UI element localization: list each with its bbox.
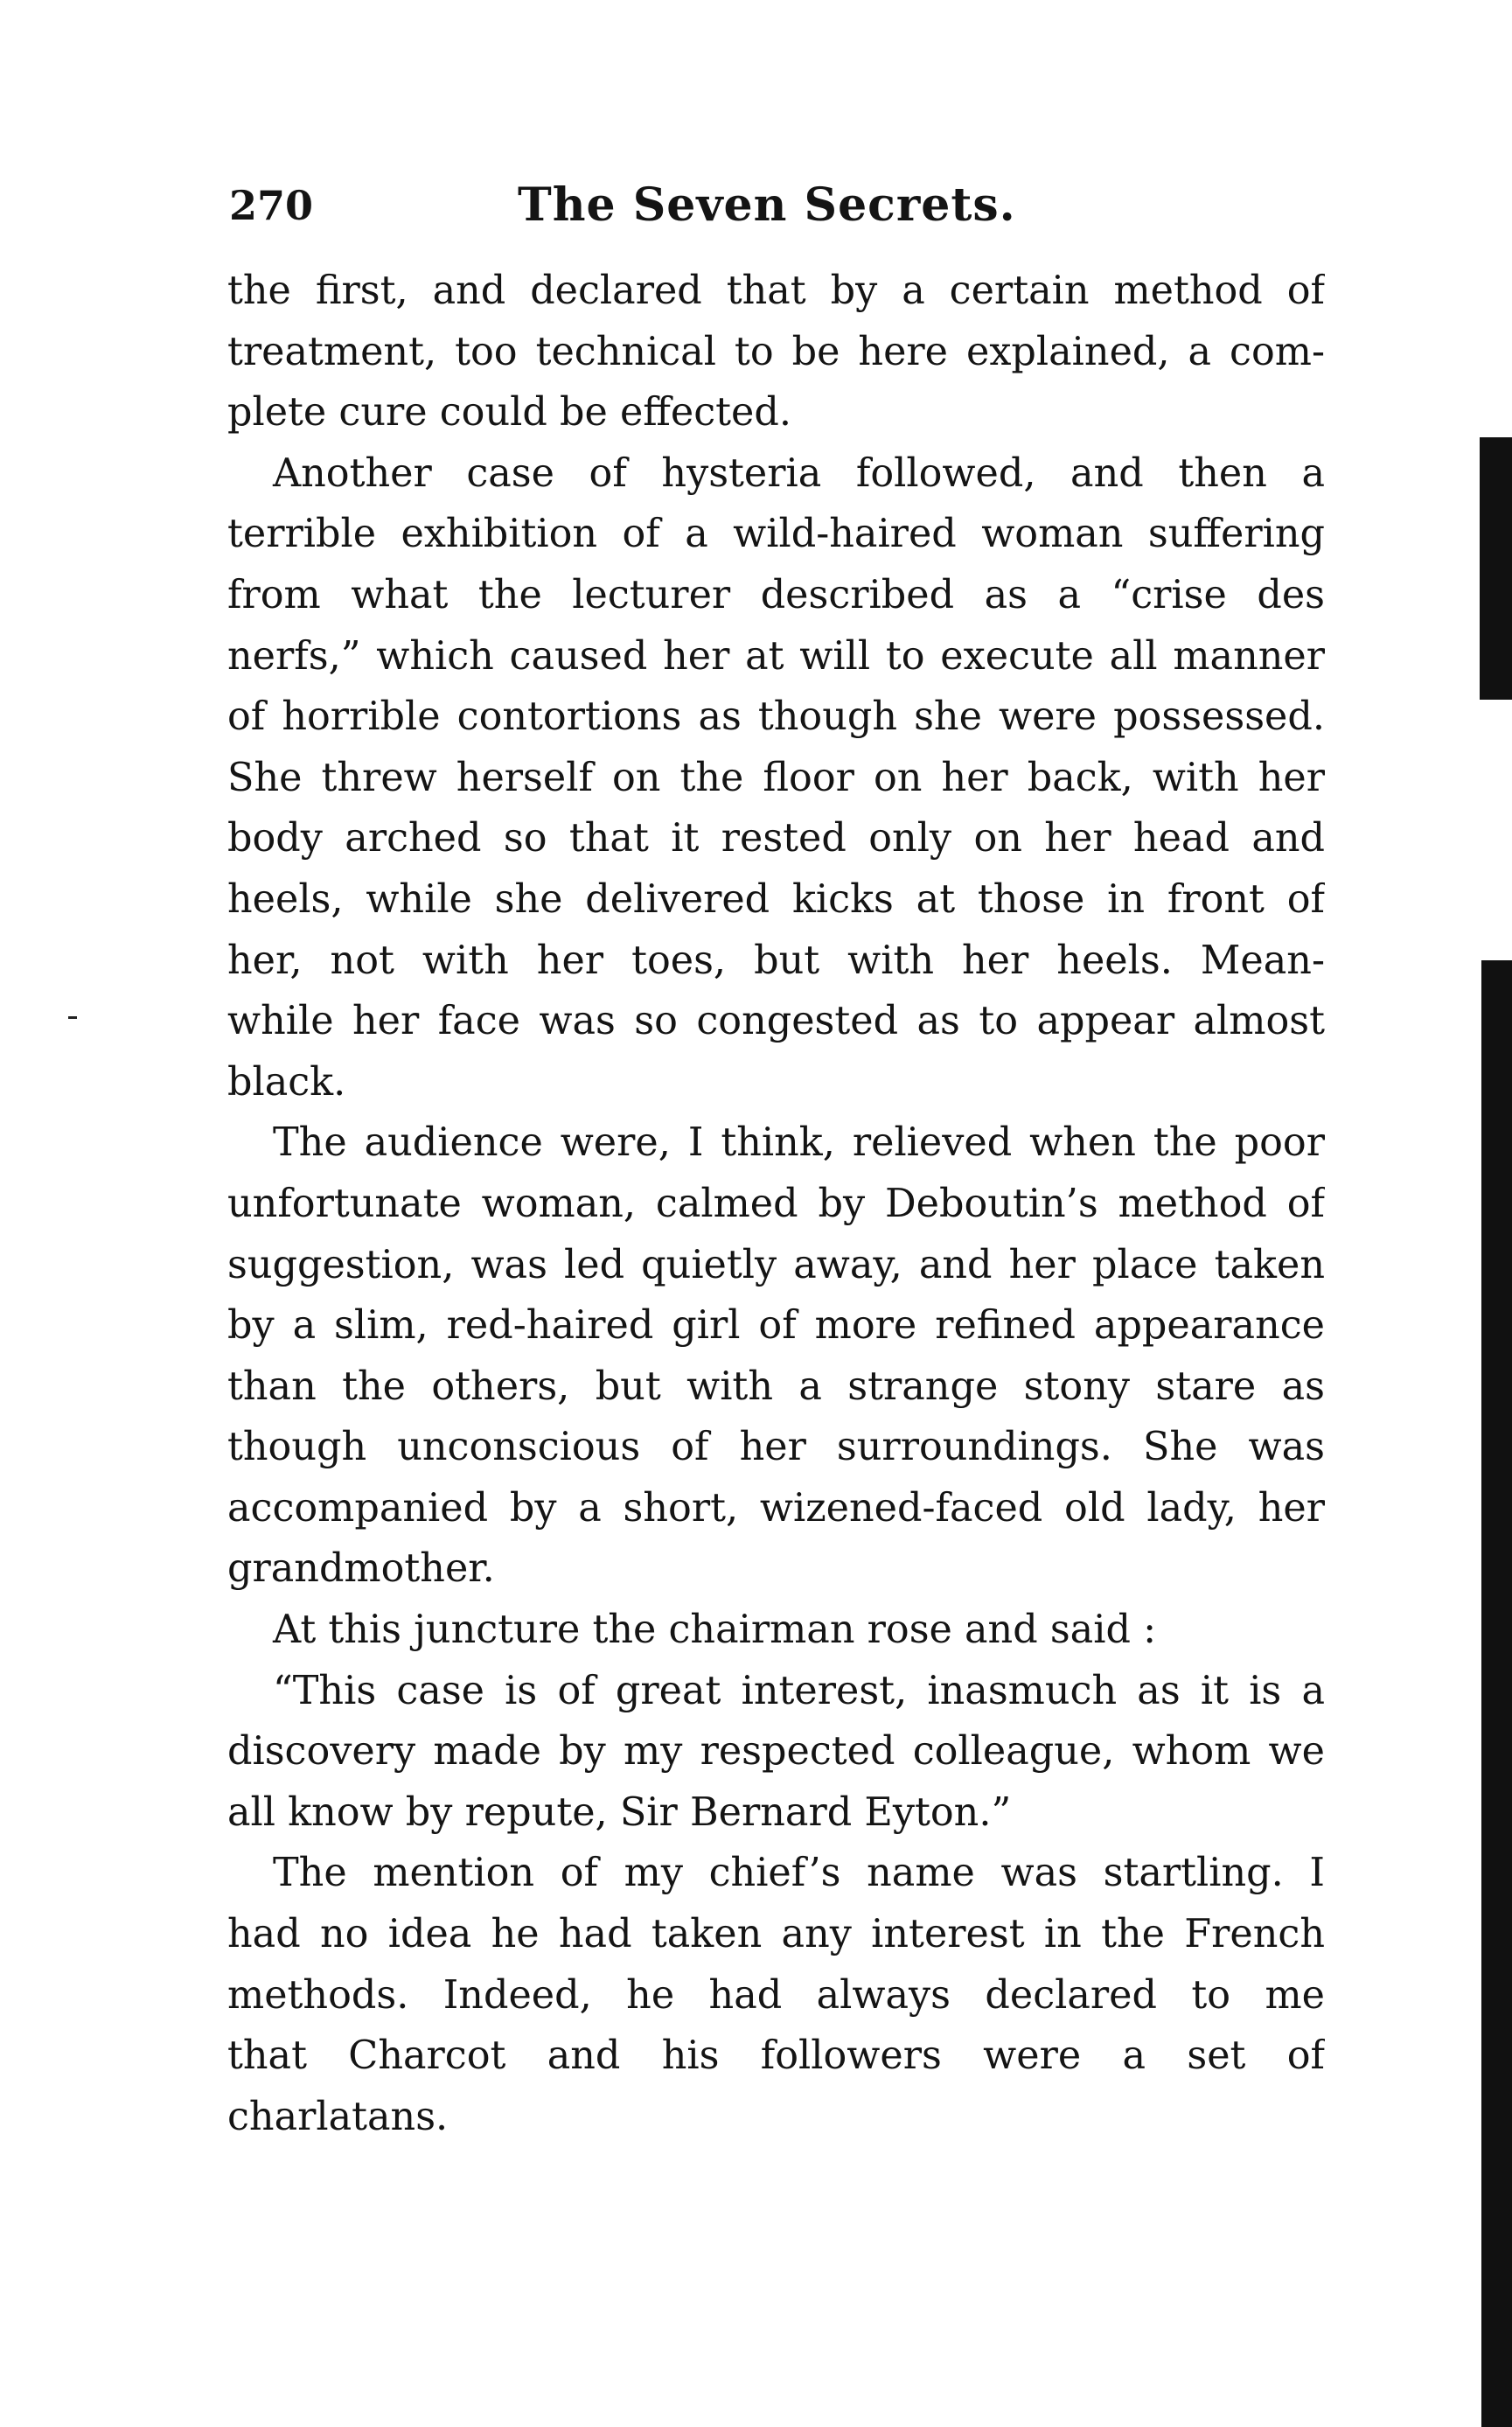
- text-line: while her face was so congested as to appear almost: [227, 999, 1325, 1044]
- text-line: terrible exhibition of a wild-haired woman suffering: [227, 512, 1325, 557]
- scan-edge-shadow-upper: [1480, 437, 1512, 700]
- text-line: though unconscious of her surroundings. She was: [227, 1425, 1325, 1470]
- text-line: “This case is of great interest, inasmuch as it is a: [273, 1668, 1325, 1713]
- text-line: accompanied by a short, wizened-faced old lady, her: [227, 1485, 1325, 1531]
- text-line: had no idea he had taken any interest in the French: [227, 1912, 1325, 1957]
- text-line: of horrible contortions as though she were possessed.: [227, 694, 1325, 740]
- text-line: unfortunate woman, calmed by Deboutin’s method of: [227, 1181, 1325, 1226]
- scan-edge-shadow-lower: [1481, 960, 1512, 2427]
- text-line: nerfs,” which caused her at will to execute all manner: [227, 633, 1325, 679]
- scan-stray-mark: [68, 1016, 77, 1019]
- text-line: plete cure could be effected.: [227, 390, 792, 436]
- text-line: methods. Indeed, he had always declared to me: [227, 1972, 1325, 2018]
- text-line: body arched so that it rested only on her head and: [227, 816, 1325, 861]
- text-line: black.: [227, 1059, 346, 1105]
- text-line: treatment, too technical to be here explained, a com-: [227, 329, 1325, 374]
- text-line: The mention of my chief’s name was startling. I: [273, 1851, 1325, 1896]
- text-line: the first, and declared that by a certain method of: [227, 269, 1325, 313]
- text-line: than the others, but with a strange stony stare as: [227, 1363, 1325, 1409]
- body-text: [227, 261, 1325, 2147]
- text-line: from what the lecturer described as a “crise des: [227, 572, 1325, 617]
- text-line: by a slim, red-haired girl of more refined appearance: [227, 1303, 1325, 1349]
- text-line: heels, while she delivered kicks at those in front of: [227, 876, 1325, 922]
- text-line: grandmother.: [227, 1546, 495, 1592]
- running-title: The Seven Secrets.: [518, 178, 1016, 232]
- text-line: Another case of hysteria followed, and then a: [273, 450, 1325, 496]
- text-line: all know by repute, Sir Bernard Eyton.”: [227, 1789, 1012, 1835]
- text-line: suggestion, was led quietly away, and her place taken: [227, 1242, 1325, 1287]
- text-line: The audience were, I think, relieved when the poor: [273, 1120, 1325, 1166]
- text-line: her, not with her toes, but with her heels. Mean-: [227, 938, 1325, 983]
- text-line: At this juncture the chairman rose and said :: [273, 1608, 1157, 1653]
- text-line: that Charcot and his followers were a set of: [227, 2033, 1325, 2079]
- page-number: 270: [229, 182, 314, 229]
- text-line: charlatans.: [227, 2094, 449, 2139]
- text-line: discovery made by my respected colleague, whom we: [227, 1729, 1325, 1775]
- page-header: [229, 175, 1331, 236]
- text-line: She threw herself on the floor on her back, with her: [227, 755, 1325, 800]
